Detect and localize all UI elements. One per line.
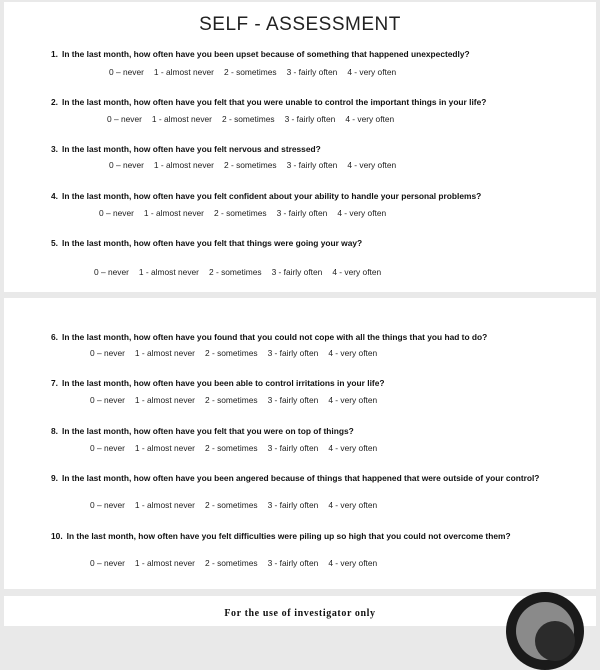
answer-option-0: 0 – never (90, 348, 125, 358)
question-number: 5. (51, 238, 58, 248)
answer-option-0: 0 – never (90, 500, 125, 510)
answer-option-4: 4 - very often (328, 500, 378, 510)
question-8 (51, 426, 571, 437)
answer-option-4: 4 - very often (337, 208, 387, 218)
answer-option-1: 1 - almost never (143, 208, 204, 218)
answer-option-2: 2 - sometimes (204, 443, 258, 453)
answer-option-3: 3 - fairly often (276, 208, 328, 218)
question-5 (51, 238, 571, 249)
answer-scale (109, 160, 406, 170)
answer-scale (107, 114, 404, 124)
question-text: In the last month, how often have you felt confident about your ability to handle your personal problems? (62, 191, 482, 201)
answer-option-0: 0 – never (94, 267, 129, 277)
answer-option-4: 4 - very often (328, 558, 378, 568)
question-text: In the last month, how often have you been angered because of things that happened that were outside of your control? (62, 473, 540, 483)
answer-option-4: 4 - very often (347, 160, 397, 170)
answer-option-2: 2 - sometimes (204, 395, 258, 405)
answer-option-3: 3 - fairly often (267, 395, 319, 405)
question-number: 9. (51, 473, 58, 483)
answer-option-2: 2 - sometimes (223, 67, 277, 77)
question-text: In the last month, how often have you felt that things were going your way? (62, 238, 363, 248)
answer-option-3: 3 - fairly often (267, 558, 319, 568)
answer-scale (90, 348, 387, 358)
question-2 (51, 97, 571, 108)
answer-option-1: 1 - almost never (153, 160, 214, 170)
answer-option-1: 1 - almost never (134, 500, 195, 510)
answer-scale (94, 267, 391, 277)
assessment-page-1 (4, 2, 596, 292)
page-title: SELF - ASSESSMENT (199, 14, 401, 35)
answer-option-1: 1 - almost never (138, 267, 199, 277)
assessment-page-2 (4, 298, 596, 589)
question-text: In the last month, how often have you been able to control irritations in your life? (62, 378, 385, 388)
question-3 (51, 144, 571, 155)
answer-option-2: 2 - sometimes (221, 114, 275, 124)
question-text: In the last month, how often have you felt difficulties were piling up so high that you could not overcome them? (66, 531, 511, 541)
answer-option-3: 3 - fairly often (286, 67, 338, 77)
question-number: 1. (51, 49, 58, 59)
ring-graphic (506, 592, 584, 670)
answer-option-1: 1 - almost never (134, 558, 195, 568)
question-1 (51, 49, 571, 60)
answer-option-3: 3 - fairly often (286, 160, 338, 170)
question-number: 8. (51, 426, 58, 436)
answer-option-3: 3 - fairly often (267, 500, 319, 510)
answer-option-4: 4 - very often (345, 114, 395, 124)
answer-scale (90, 500, 387, 510)
question-6 (51, 332, 571, 343)
answer-option-2: 2 - sometimes (208, 267, 262, 277)
question-10 (51, 531, 571, 542)
answer-option-0: 0 – never (90, 443, 125, 453)
answer-option-2: 2 - sometimes (204, 500, 258, 510)
question-text: In the last month, how often have you been upset because of something that happened unexpectedly? (62, 49, 470, 59)
answer-option-0: 0 – never (107, 114, 142, 124)
answer-scale (90, 395, 387, 405)
answer-option-4: 4 - very often (328, 395, 378, 405)
answer-option-3: 3 - fairly often (267, 443, 319, 453)
question-text: In the last month, how often have you felt nervous and stressed? (62, 144, 321, 154)
answer-scale (109, 67, 406, 77)
question-4 (51, 191, 571, 202)
answer-option-4: 4 - very often (332, 267, 382, 277)
answer-option-1: 1 - almost never (134, 348, 195, 358)
answer-option-0: 0 – never (90, 395, 125, 405)
answer-scale (90, 443, 387, 453)
answer-option-1: 1 - almost never (153, 67, 214, 77)
question-text: In the last month, how often have you felt that you were on top of things? (62, 426, 354, 436)
question-number: 2. (51, 97, 58, 107)
answer-option-2: 2 - sometimes (204, 558, 258, 568)
answer-scale (99, 208, 396, 218)
answer-option-0: 0 – never (109, 160, 144, 170)
question-9 (51, 473, 571, 484)
question-number: 3. (51, 144, 58, 154)
answer-option-0: 0 – never (90, 558, 125, 568)
investigator-section (4, 596, 596, 626)
question-number: 7. (51, 378, 58, 388)
question-text: In the last month, how often have you found that you could not cope with all the things that you had to do? (62, 332, 488, 342)
investigator-note: For the use of investigator only (224, 608, 376, 619)
question-7 (51, 378, 571, 389)
question-number: 6. (51, 332, 58, 342)
answer-option-4: 4 - very often (328, 348, 378, 358)
question-number: 10. (51, 531, 63, 541)
answer-option-1: 1 - almost never (134, 443, 195, 453)
answer-option-2: 2 - sometimes (213, 208, 267, 218)
answer-option-4: 4 - very often (328, 443, 378, 453)
answer-option-3: 3 - fairly often (271, 267, 323, 277)
answer-option-2: 2 - sometimes (204, 348, 258, 358)
question-text: In the last month, how often have you felt that you were unable to control the important things in your life? (62, 97, 487, 107)
answer-option-3: 3 - fairly often (284, 114, 336, 124)
answer-option-1: 1 - almost never (134, 395, 195, 405)
answer-option-3: 3 - fairly often (267, 348, 319, 358)
answer-option-4: 4 - very often (347, 67, 397, 77)
question-number: 4. (51, 191, 58, 201)
answer-option-1: 1 - almost never (151, 114, 212, 124)
answer-option-2: 2 - sometimes (223, 160, 277, 170)
answer-option-0: 0 – never (109, 67, 144, 77)
answer-scale (90, 558, 387, 568)
answer-option-0: 0 – never (99, 208, 134, 218)
